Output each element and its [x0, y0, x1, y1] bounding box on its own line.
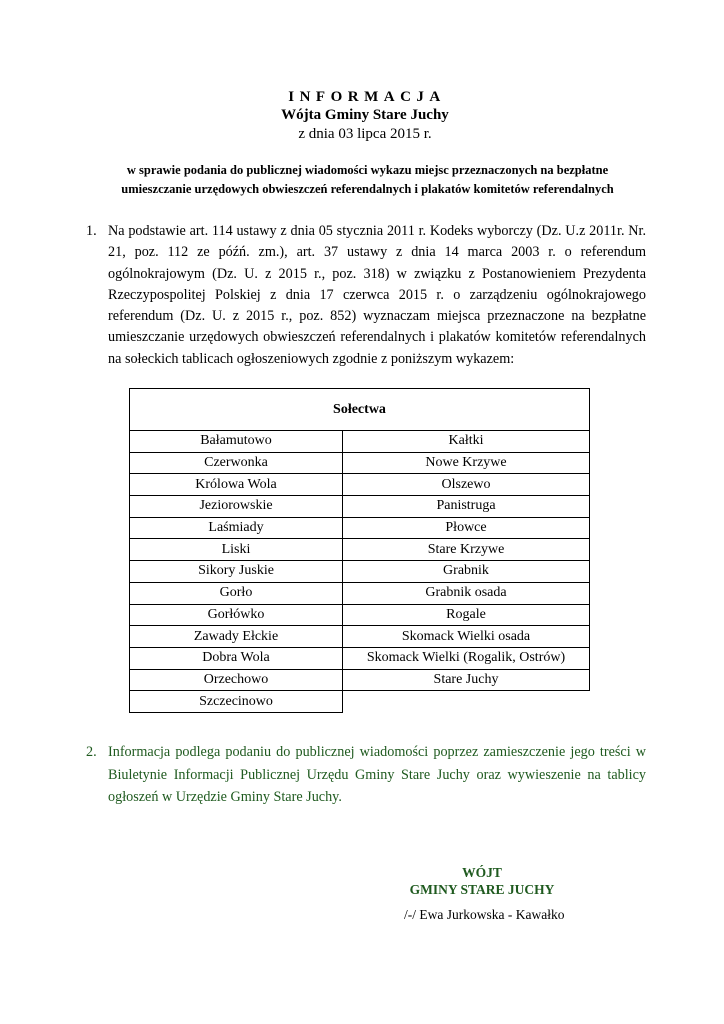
- paragraph-2-number: 2.: [86, 744, 97, 760]
- document-date: z dnia 03 lipca 2015 r.: [298, 126, 432, 142]
- table-cell-right: Płowce: [343, 517, 590, 539]
- table-cell-right: Skomack Wielki osada: [343, 626, 590, 648]
- paragraph-2-text: Informacja podlega podaniu do publicznej wiadomości poprzez zamieszczenie jego treści w Biuletynie Informacji Publicznej Urzędu Gminy Stare Juchy oraz wywieszenie na tablicy ogłoszeń w Urzędzie Gminy Stare Juchy.: [108, 744, 646, 805]
- document-subject: [80, 161, 655, 199]
- table-cell-left: Dobra Wola: [130, 647, 343, 669]
- table-row: [130, 561, 590, 583]
- table-cell-right: Olszewo: [343, 474, 590, 496]
- signature-role-line-2: GMINY STARE JUCHY: [409, 882, 555, 897]
- document-header: [0, 88, 724, 144]
- signature-block: [390, 864, 590, 923]
- table-cell-left: Sikory Juskie: [130, 561, 343, 583]
- document-title: INFORMACJA: [288, 89, 446, 105]
- table-cell-right: Panistruga: [343, 496, 590, 518]
- table-row: [130, 431, 590, 453]
- table-header: Sołectwa: [130, 389, 590, 431]
- table-cell-right: Stare Krzywe: [343, 539, 590, 561]
- table-cell-left: Laśmiady: [130, 517, 343, 539]
- table-cell-left: Liski: [130, 539, 343, 561]
- table-row: [130, 604, 590, 626]
- paragraph-2: [86, 741, 646, 809]
- table-row: [130, 626, 590, 648]
- signature-role-line-1: WÓJT: [462, 865, 502, 880]
- signature-name: /-/ Ewa Jurkowska - Kawałko: [404, 907, 565, 922]
- table-cell-left: Szczecinowo: [130, 691, 343, 713]
- table-cell-right: Stare Juchy: [343, 669, 590, 691]
- table-cell-left: Orzechowo: [130, 669, 343, 691]
- table-row: [130, 647, 590, 669]
- table-cell-left: Królowa Wola: [130, 474, 343, 496]
- subject-line-2: umieszczanie urzędowych obwieszczeń referendalnych i plakatów komitetów referendalnych: [121, 182, 614, 196]
- solectwa-table: [129, 388, 590, 713]
- table-row: [130, 474, 590, 496]
- table-row: [130, 452, 590, 474]
- table-row: [130, 691, 590, 713]
- table-cell-left: Gorłówko: [130, 604, 343, 626]
- table-cell-left: Czerwonka: [130, 452, 343, 474]
- table-cell-left: Gorło: [130, 582, 343, 604]
- table-cell-right: Grabnik osada: [343, 582, 590, 604]
- table-cell-right: Grabnik: [343, 561, 590, 583]
- subject-line-1: w sprawie podania do publicznej wiadomości wykazu miejsc przeznaczonych na bezpłatne: [126, 163, 609, 177]
- table-row: [130, 517, 590, 539]
- table-cell-left: Jeziorowskie: [130, 496, 343, 518]
- table-cell-right: Kałtki: [343, 431, 590, 453]
- table-cell-right: Nowe Krzywe: [343, 452, 590, 474]
- table-row: [130, 496, 590, 518]
- table-cell-right: Rogale: [343, 604, 590, 626]
- table-row: [130, 669, 590, 691]
- paragraph-1-text: Na podstawie art. 114 ustawy z dnia 05 stycznia 2011 r. Kodeks wyborczy (Dz. U.z 2011r. Nr. 21, poz. 112 ze późń. zm.), art. 37 ustawy z dnia 14 marca 2003 r. o referendum ogólnokrajowym (Dz. U. z 2015 r., poz. 318) w związku z Postanowieniem Prezydenta Rzeczypospolitej Polskiej z dnia 17 czerwca 2015 r. o zarządzeniu ogólnokrajowego referendum (Dz. U. z 2015 r., poz. 852) wyznaczam miejsca przeznaczone na bezpłatne umieszczanie urzędowych obwieszczeń referendalnych i plakatów komitetów referendalnych na sołeckich tablicach ogłoszeniowych zgodnie z poniższym wykazem:: [108, 223, 646, 367]
- paragraph-1-number: 1.: [86, 223, 97, 239]
- table-cell-right: [343, 691, 590, 713]
- table-cell-right: Skomack Wielki (Rogalik, Ostrów): [343, 647, 590, 669]
- table-row: [130, 582, 590, 604]
- table-cell-left: Zawady Ełckie: [130, 626, 343, 648]
- table-row: [130, 539, 590, 561]
- document-subtitle: Wójta Gminy Stare Juchy: [281, 107, 449, 123]
- table-cell-left: Bałamutowo: [130, 431, 343, 453]
- paragraph-1: [86, 221, 646, 370]
